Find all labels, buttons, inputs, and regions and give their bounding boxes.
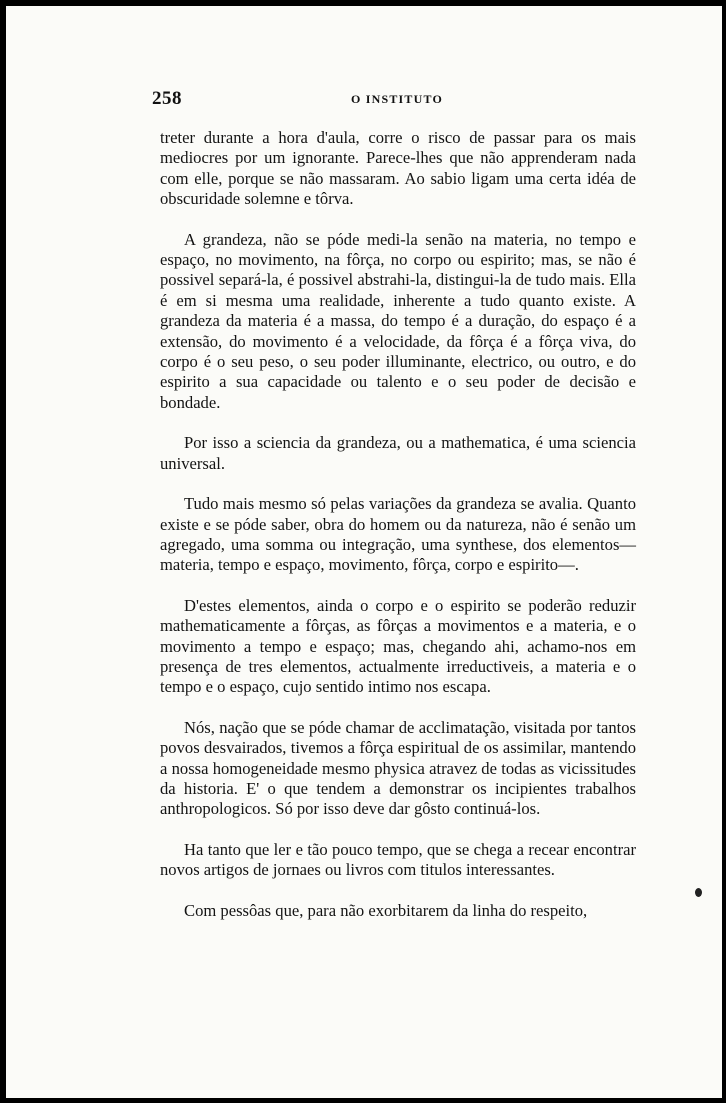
paragraph-nacao: Nós, nação que se póde chamar de acclimatação, visitada por tantos povos desvairados, tivemos a fôrça espiritual de os assimilar, mantendo a nossa homogeneidade mesmo physica atravez de todas as vicissitudes da historia. E' o que tendem a demonstrar os incipientes trabalhos anthropologicos. Só por isso deve dar gôsto continuá-los.	[160, 717, 636, 819]
paragraph-elementos: D'estes elementos, ainda o corpo e o espirito se poderão reduzir mathematicamente a fôrças, as fôrças a movimentos e a materia, e o movimento a tempo e espaço; mas, chegando ahi, achamo-nos em presença de tres elementos, actualmente irreductiveis, a materia e o tempo e o espaço, cujo sentido intimo nos escapa.	[160, 595, 636, 697]
paragraph-tudo-mais: Tudo mais mesmo só pelas variações da grandeza se avalia. Quanto existe e se póde saber, obra do homem ou da natureza, não é senão um agregado, uma somma ou integração, uma synthese, dos elementos—materia, tempo e espaço, movimento, fôrça, corpo e espirito—.	[160, 494, 636, 575]
paragraph-grandeza: A grandeza, não se póde medi-la senão na materia, no tempo e espaço, no movimento, na fôrça, no corpo ou espirito; mas, se não é possivel separá-la, é possivel abstrahi-la, distingui-la de tudo mais. Ella é em si mesma uma realidade, inherente a tudo quanto existe. A grandeza da materia é a massa, do tempo é a duração, do espaço é a extensão, do movimento é a velocidade, da fôrça é a fôrça viva, do corpo é o seu peso, o seu poder illuminante, electrico, ou outro, e do espirito a sua capacidade ou talento e o seu poder de decisão e bondade.	[160, 229, 636, 412]
body-text	[160, 128, 636, 921]
paragraph-sciencia-universal: Por isso a sciencia da grandeza, ou a mathematica, é uma sciencia universal.	[160, 433, 636, 473]
book-page	[6, 6, 722, 1098]
paragraph-pessoas: Com pessôas que, para não exorbitarem da linha do respeito,	[184, 900, 588, 920]
paragraph-continuation: treter durante a hora d'aula, corre o risco de passar para os mais mediocres por um ignorante. Parece-lhes que não apprenderam nada com elle, porque se não massaram. Ao sabio ligam uma certa idéa de obscuridade solemne e tôrva.	[160, 128, 636, 209]
running-title: O INSTITUTO	[350, 92, 443, 106]
paragraph-ler: Ha tanto que ler e tão pouco tempo, que se chega a recear encontrar novos artigos de jornaes ou livros com titulos interessantes.	[160, 839, 636, 880]
ink-speck	[695, 888, 702, 897]
page-header	[152, 88, 642, 110]
page-number: 258	[152, 88, 182, 109]
